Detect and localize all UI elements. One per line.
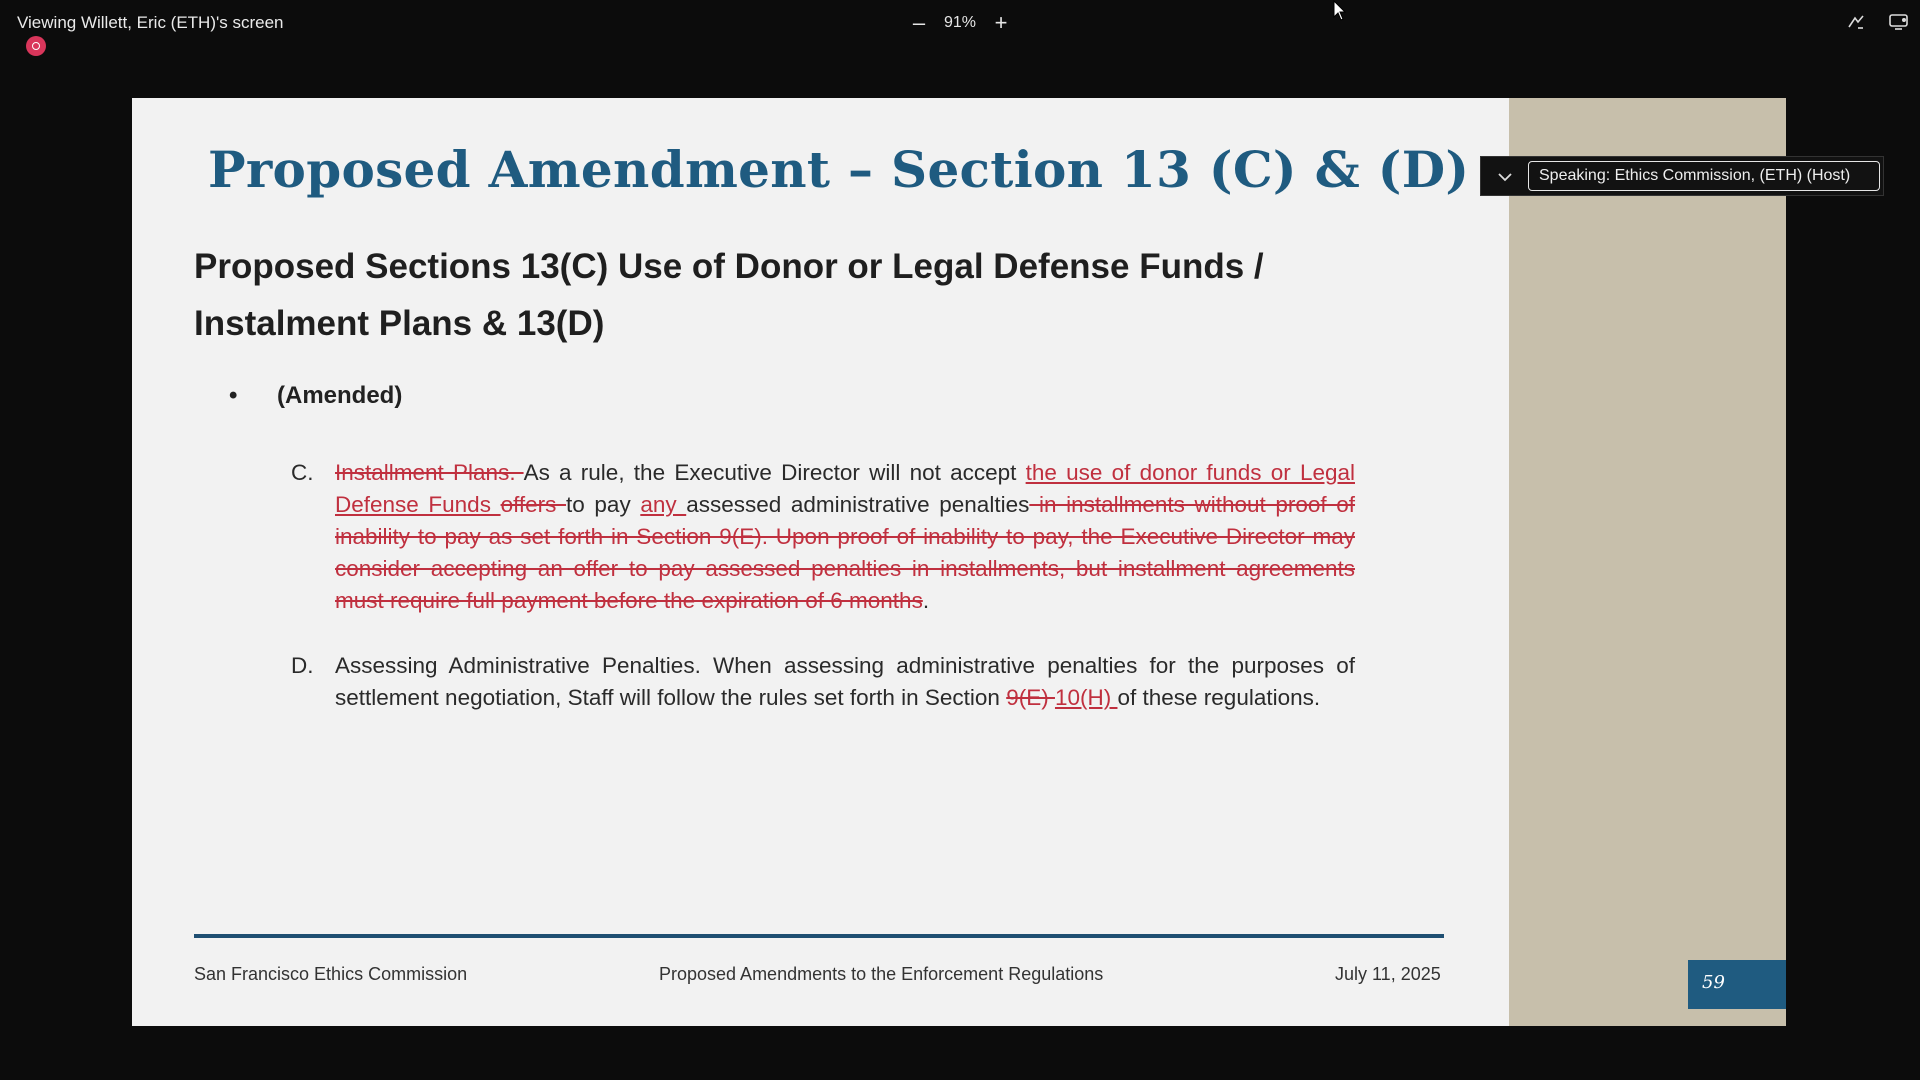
deleted-text: Installment Plans. — [335, 460, 524, 485]
speaking-tag — [1528, 161, 1880, 191]
deleted-text: in installments without proof of inability to pay as set forth in Section 9(E). Upon proof of inability to pay, the Executive Director may consider accepting an offer to pay assessed penalties in installments, but installment agreements must require full payment before the expiration of 6 months — [335, 492, 1356, 613]
zoom-in-button[interactable]: + — [994, 10, 1008, 35]
deleted-text: 9(E) — [1006, 685, 1055, 710]
zoom-controls — [908, 10, 1012, 36]
inserted-text: the use of donor funds or Legal Defense Funds — [335, 460, 1355, 517]
mouse-cursor-icon — [1333, 0, 1347, 22]
body-text: of these regulations. — [1117, 685, 1321, 710]
body-text: Assessing Administrative Penalties. When assessing administrative penalties for the purposes of settlement negotiation, Staff will follow the rules set forth in Section — [335, 653, 1355, 710]
body-text: assessed administrative penalties — [686, 492, 1030, 517]
speaking-indicator — [1480, 156, 1884, 196]
slide-page-number: 59 — [1688, 960, 1786, 1009]
bullet-text: (Amended) — [277, 382, 403, 409]
zoom-out-button[interactable]: – — [912, 10, 926, 35]
bullet-icon: • — [229, 382, 238, 409]
annotate-icon[interactable] — [1846, 12, 1866, 32]
slide-title: Proposed Amendment – Section 13 (C) & (D) — [208, 140, 1470, 199]
footer-date: July 11, 2025 — [1335, 964, 1441, 984]
zoom-level: 91% — [944, 14, 977, 31]
body-text: As a rule, the Executive Director will not accept — [523, 460, 1026, 485]
recording-icon — [26, 36, 46, 56]
slide-subtitle — [194, 238, 1344, 352]
inserted-text: any — [640, 492, 687, 517]
screen-options-icon[interactable] — [1888, 12, 1910, 32]
inserted-text: 10(H) — [1054, 685, 1118, 710]
speaking-label: Speaking: — [1539, 167, 1611, 184]
body-text: . — [922, 588, 930, 613]
subtitle-line-2: Instalment Plans & 13(D) — [194, 304, 605, 343]
shared-slide — [132, 98, 1509, 1026]
viewer-topbar — [0, 0, 1920, 58]
slide-side-panel — [1509, 98, 1786, 1026]
viewing-label: Viewing Willett, Eric (ETH)'s screen — [17, 13, 284, 32]
item-letter: C. — [291, 460, 314, 485]
deleted-text: offers — [500, 492, 567, 517]
section-c-text — [335, 457, 1355, 617]
section-d-text — [335, 650, 1355, 714]
body-text: to pay — [566, 492, 641, 517]
subtitle-line-1: Proposed Sections 13(C) Use of Donor or Legal Defense Funds / — [194, 247, 1264, 286]
speaking-name: Ethics Commission, (ETH) (Host) — [1614, 167, 1851, 184]
item-letter: D. — [291, 653, 314, 678]
chevron-down-icon[interactable] — [1495, 167, 1515, 187]
footer-organization: San Francisco Ethics Commission — [194, 964, 468, 984]
footer-divider — [194, 934, 1444, 938]
footer-title: Proposed Amendments to the Enforcement Regulations — [659, 964, 1104, 984]
